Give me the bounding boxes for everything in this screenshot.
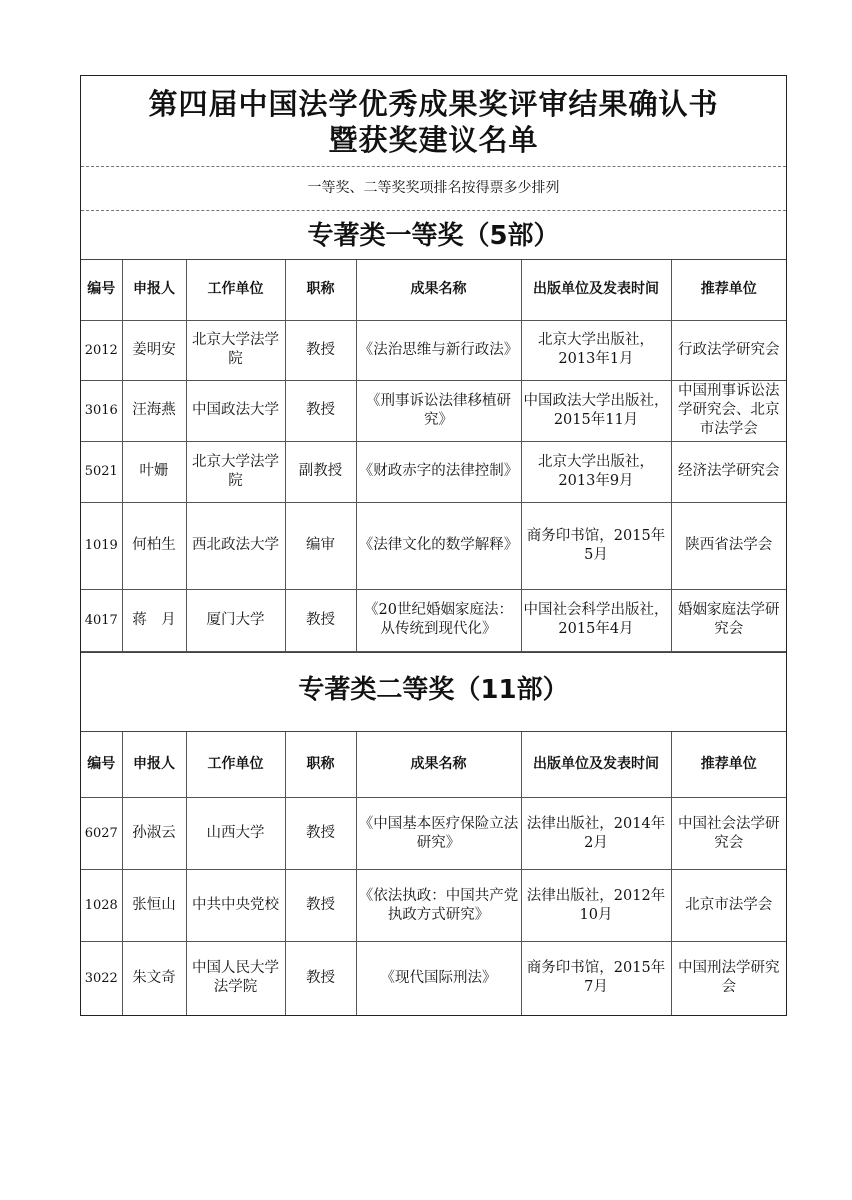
cell-recommender: 婚姻家庭法学研究会 <box>671 589 786 651</box>
col-header-recommender: 推荐单位 <box>671 732 786 798</box>
document-title <box>81 76 786 167</box>
cell-unit: 山西大学 <box>186 798 285 870</box>
cell-applicant: 姜明安 <box>122 320 186 380</box>
cell-publisher: 商务印书馆，2015年7月 <box>521 942 671 1015</box>
table-row <box>81 380 786 441</box>
col-header-work: 成果名称 <box>356 260 521 320</box>
table-row <box>81 798 786 870</box>
col-header-applicant: 申报人 <box>122 260 186 320</box>
cell-publisher: 商务印书馆，2015年5月 <box>521 502 671 589</box>
col-header-applicant: 申报人 <box>122 732 186 798</box>
table-row <box>81 320 786 380</box>
table-header-row <box>81 260 786 320</box>
col-header-publisher: 出版单位及发表时间 <box>521 260 671 320</box>
col-header-id: 编号 <box>81 260 122 320</box>
col-header-id: 编号 <box>81 732 122 798</box>
col-header-publisher: 出版单位及发表时间 <box>521 732 671 798</box>
cell-id: 4017 <box>81 589 122 651</box>
cell-unit: 北京大学法学院 <box>186 441 285 502</box>
ranking-note: 一等奖、二等奖奖项排名按得票多少排列 <box>81 167 786 211</box>
cell-recommender: 行政法学研究会 <box>671 320 786 380</box>
cell-id: 5021 <box>81 441 122 502</box>
cell-work: 《财政赤字的法律控制》 <box>356 441 521 502</box>
cell-unit: 北京大学法学院 <box>186 320 285 380</box>
cell-id: 2012 <box>81 320 122 380</box>
table-row <box>81 589 786 651</box>
cell-unit: 中国政法大学 <box>186 380 285 441</box>
col-header-rank: 职称 <box>285 732 356 798</box>
title-line-1: 第四届中国法学优秀成果奖评审结果确认书 <box>148 87 719 121</box>
section-title-first-prize: 专著类一等奖（5部） <box>81 211 786 260</box>
cell-rank: 教授 <box>285 589 356 651</box>
cell-id: 3022 <box>81 942 122 1015</box>
cell-recommender: 经济法学研究会 <box>671 441 786 502</box>
cell-rank: 教授 <box>285 870 356 942</box>
award-document <box>80 75 787 1016</box>
cell-id: 6027 <box>81 798 122 870</box>
cell-publisher: 法律出版社，2014年2月 <box>521 798 671 870</box>
cell-publisher: 北京大学出版社，2013年9月 <box>521 441 671 502</box>
cell-recommender: 中国社会法学研究会 <box>671 798 786 870</box>
cell-id: 1028 <box>81 870 122 942</box>
section-title-second-prize: 专著类二等奖（11部） <box>81 652 786 732</box>
first-prize-table <box>81 260 786 652</box>
cell-rank: 编审 <box>285 502 356 589</box>
cell-rank: 教授 <box>285 798 356 870</box>
cell-publisher: 北京大学出版社，2013年1月 <box>521 320 671 380</box>
cell-unit: 西北政法大学 <box>186 502 285 589</box>
cell-applicant: 叶姗 <box>122 441 186 502</box>
cell-unit: 中国人民大学法学院 <box>186 942 285 1015</box>
cell-work: 《法律文化的数学解释》 <box>356 502 521 589</box>
col-header-rank: 职称 <box>285 260 356 320</box>
cell-applicant: 汪海燕 <box>122 380 186 441</box>
cell-applicant: 张恒山 <box>122 870 186 942</box>
cell-work: 《现代国际刑法》 <box>356 942 521 1015</box>
cell-unit: 厦门大学 <box>186 589 285 651</box>
col-header-recommender: 推荐单位 <box>671 260 786 320</box>
cell-unit: 中共中央党校 <box>186 870 285 942</box>
table-row <box>81 870 786 942</box>
col-header-unit: 工作单位 <box>186 260 285 320</box>
cell-recommender: 北京市法学会 <box>671 870 786 942</box>
cell-publisher: 法律出版社，2012年10月 <box>521 870 671 942</box>
cell-rank: 教授 <box>285 380 356 441</box>
cell-work: 《中国基本医疗保险立法研究》 <box>356 798 521 870</box>
cell-recommender: 中国刑事诉讼法学研究会、北京市法学会 <box>671 380 786 441</box>
col-header-work: 成果名称 <box>356 732 521 798</box>
table-row <box>81 502 786 589</box>
cell-id: 3016 <box>81 380 122 441</box>
cell-applicant: 孙淑云 <box>122 798 186 870</box>
cell-applicant: 蒋 月 <box>122 589 186 651</box>
cell-recommender: 中国刑法学研究会 <box>671 942 786 1015</box>
cell-rank: 副教授 <box>285 441 356 502</box>
cell-work: 《依法执政：中国共产党执政方式研究》 <box>356 870 521 942</box>
cell-applicant: 朱文奇 <box>122 942 186 1015</box>
cell-work: 《法治思维与新行政法》 <box>356 320 521 380</box>
table-row <box>81 942 786 1015</box>
cell-work: 《刑事诉讼法律移植研究》 <box>356 380 521 441</box>
cell-rank: 教授 <box>285 942 356 1015</box>
cell-publisher: 中国社会科学出版社，2015年4月 <box>521 589 671 651</box>
col-header-unit: 工作单位 <box>186 732 285 798</box>
cell-publisher: 中国政法大学出版社，2015年11月 <box>521 380 671 441</box>
title-line-2: 暨获奖建议名单 <box>328 123 539 157</box>
table-header-row <box>81 732 786 798</box>
cell-rank: 教授 <box>285 320 356 380</box>
cell-work: 《20世纪婚姻家庭法：从传统到现代化》 <box>356 589 521 651</box>
cell-id: 1019 <box>81 502 122 589</box>
table-row <box>81 441 786 502</box>
second-prize-table <box>81 732 786 1015</box>
cell-recommender: 陕西省法学会 <box>671 502 786 589</box>
cell-applicant: 何柏生 <box>122 502 186 589</box>
